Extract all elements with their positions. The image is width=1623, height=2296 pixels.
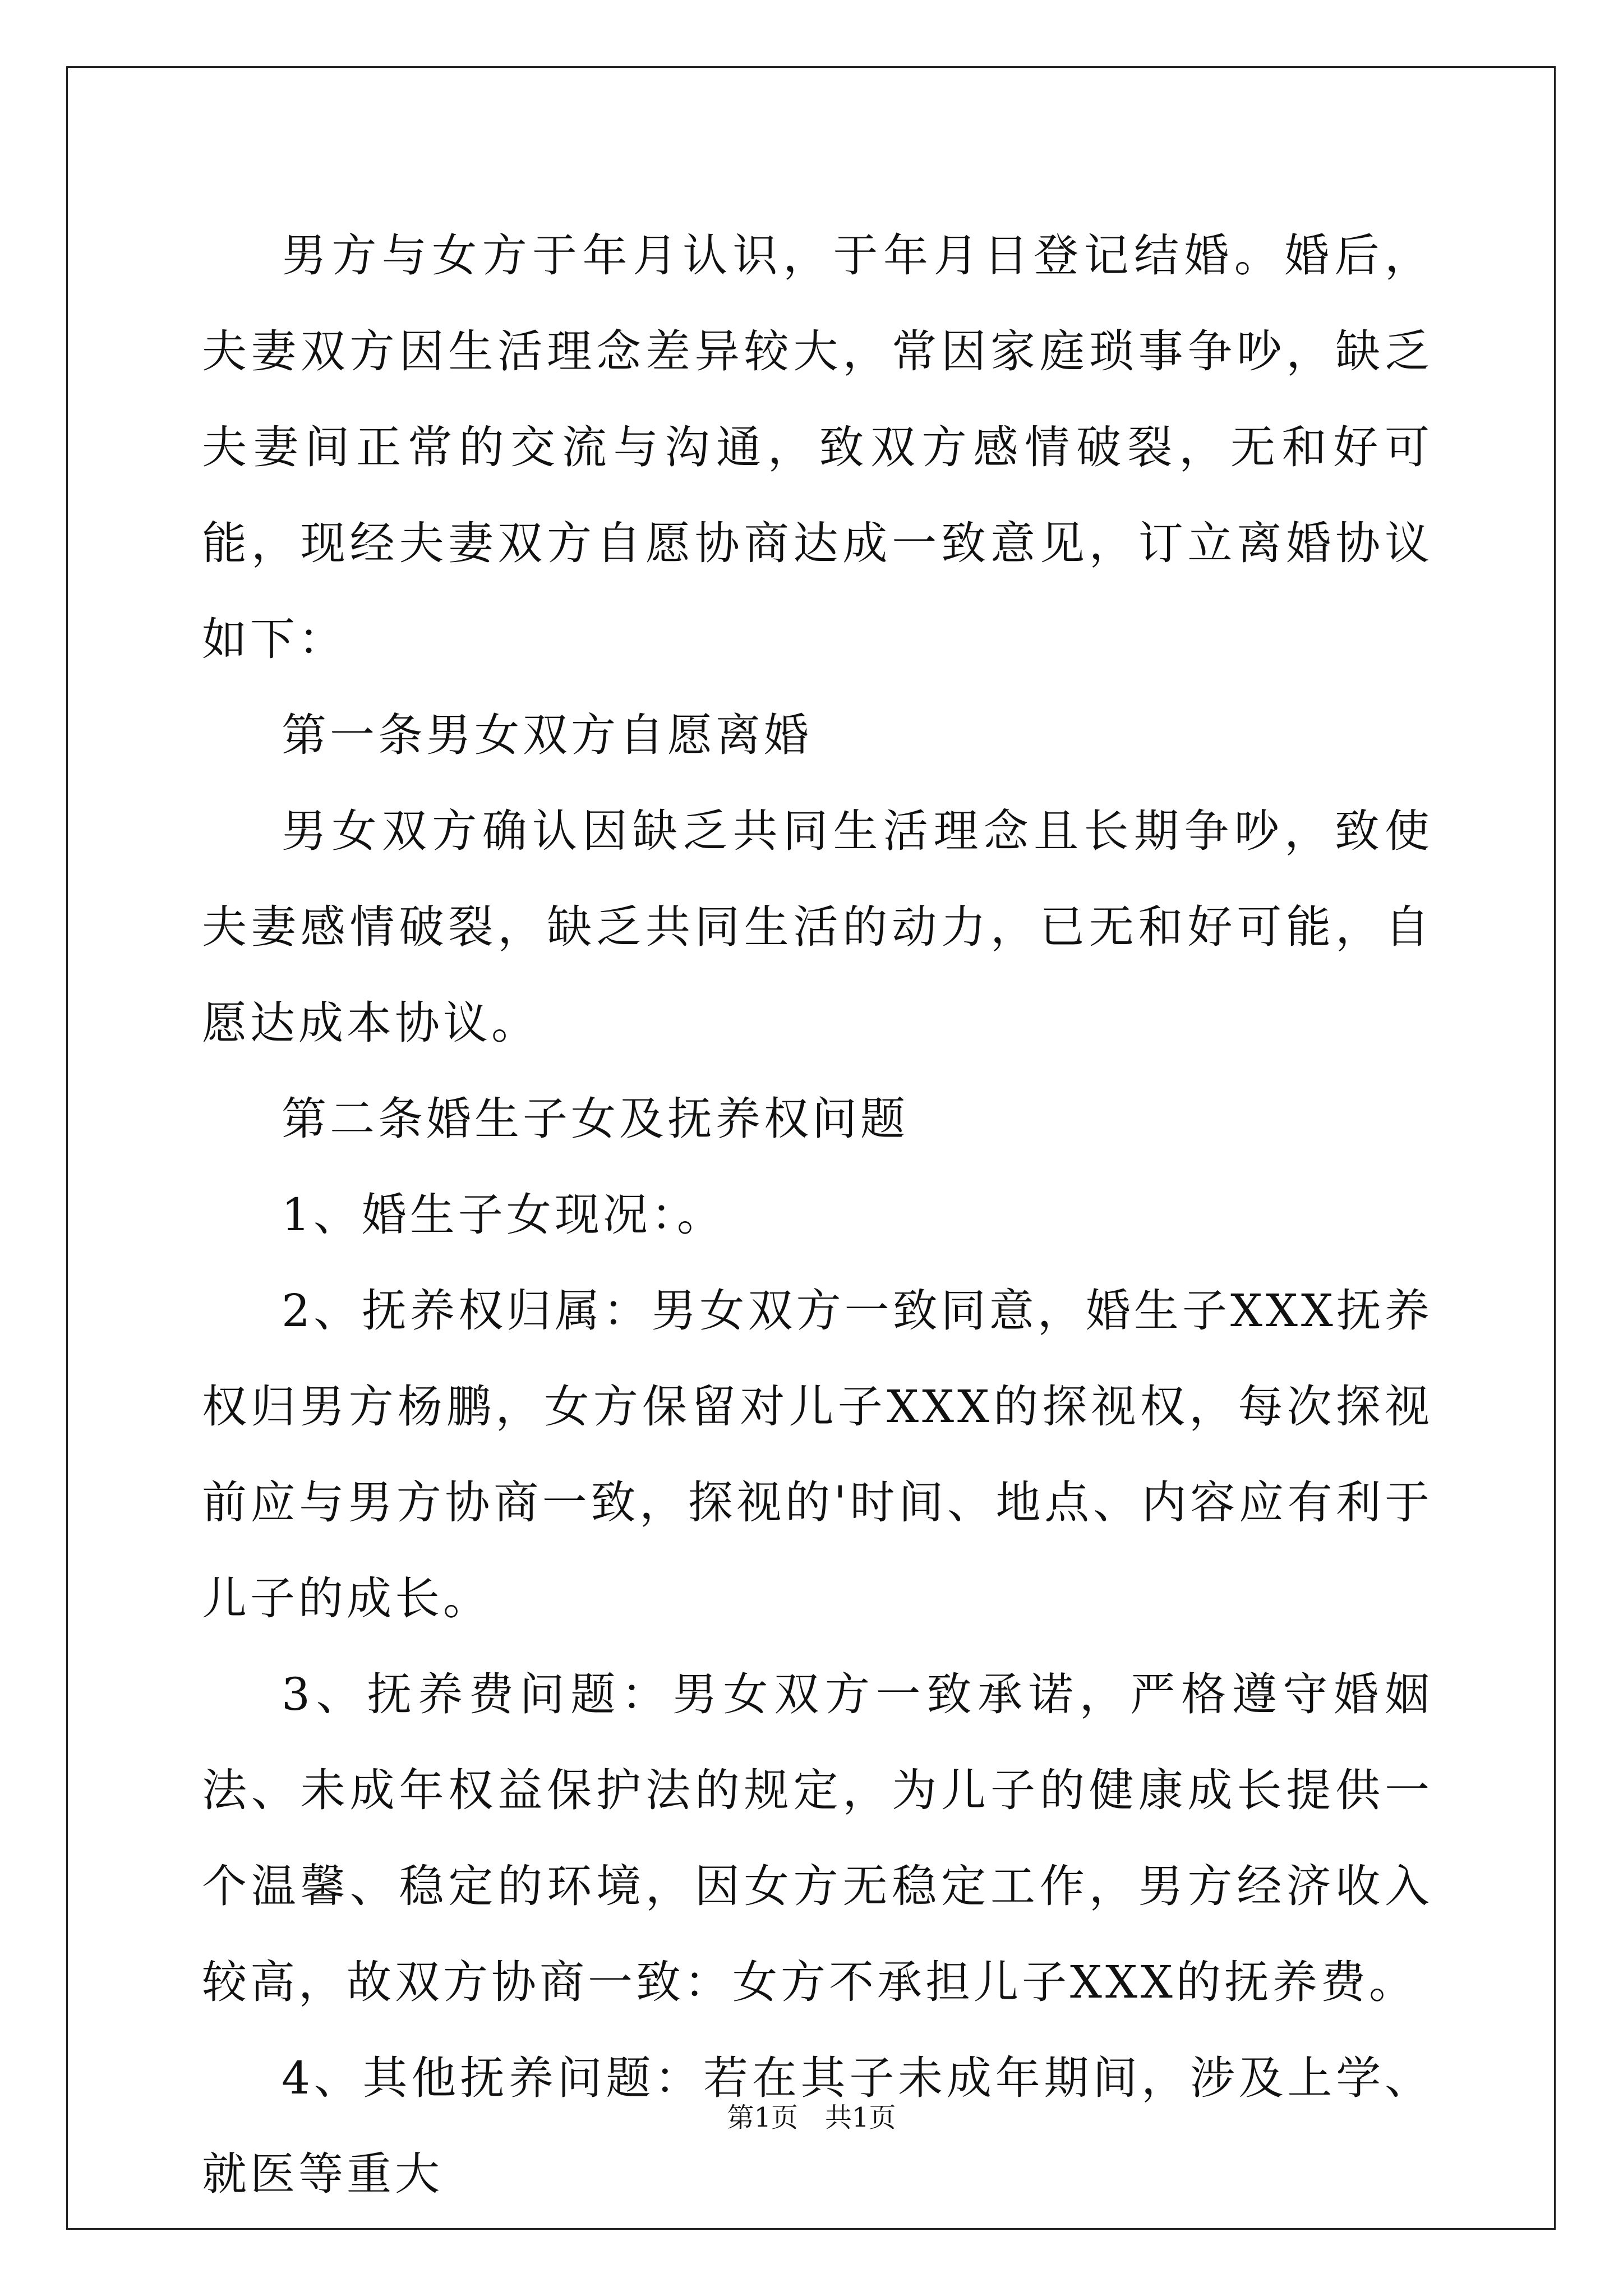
article-1-body: 男女双方确认因缺乏共同生活理念且长期争吵，致使夫妻感情破裂，缺乏共同生活的动力，已无和好可能，自愿达成本协议。 bbox=[202, 805, 1433, 1049]
paragraph-intro: 男方与女方于年月认识，于年月日登记结婚。婚后，夫妻双方因生活理念差异较大，常因家庭琐事争吵，缺乏夫妻间正常的交流与沟通，致双方感情破裂，无和好可能，现经夫妻双方自愿协商达成一致意见，订立离婚协议如下： bbox=[202, 229, 1433, 665]
article-2-heading: 第二条婚生子女及抚养权问题 bbox=[282, 1093, 909, 1145]
article-2-item-2: 2、抚养权归属：男女双方一致同意，婚生子XXX抚养权归男方杨鹏，女方保留对儿子XXX的探视权，每次探视前应与男方协商一致，探视的'时间、地点、内容应有利于儿子的成长。 bbox=[202, 1285, 1433, 1625]
page-number-current: 第1页 bbox=[727, 2102, 798, 2133]
page-number-total: 共1页 bbox=[825, 2102, 896, 2133]
article-2-item-4: 4、其他抚养问题：若在其子未成年期间，涉及上学、就医等重大 bbox=[202, 2052, 1433, 2200]
article-2-item-3: 3、抚养费问题：男女双方一致承诺，严格遵守婚姻法、未成年权益保护法的规定，为儿子的健康成长提供一个温馨、稳定的环境，因女方无稳定工作，男方经济收入较高，故双方协商一致：女方不承担儿子XXX的抚养费。 bbox=[202, 1668, 1433, 2008]
document-body bbox=[202, 208, 1433, 2222]
page-footer bbox=[0, 2101, 1623, 2134]
article-2-item-1: 1、婚生子女现况：。 bbox=[282, 1189, 725, 1241]
article-1-heading: 第一条男女双方自愿离婚 bbox=[282, 709, 812, 761]
